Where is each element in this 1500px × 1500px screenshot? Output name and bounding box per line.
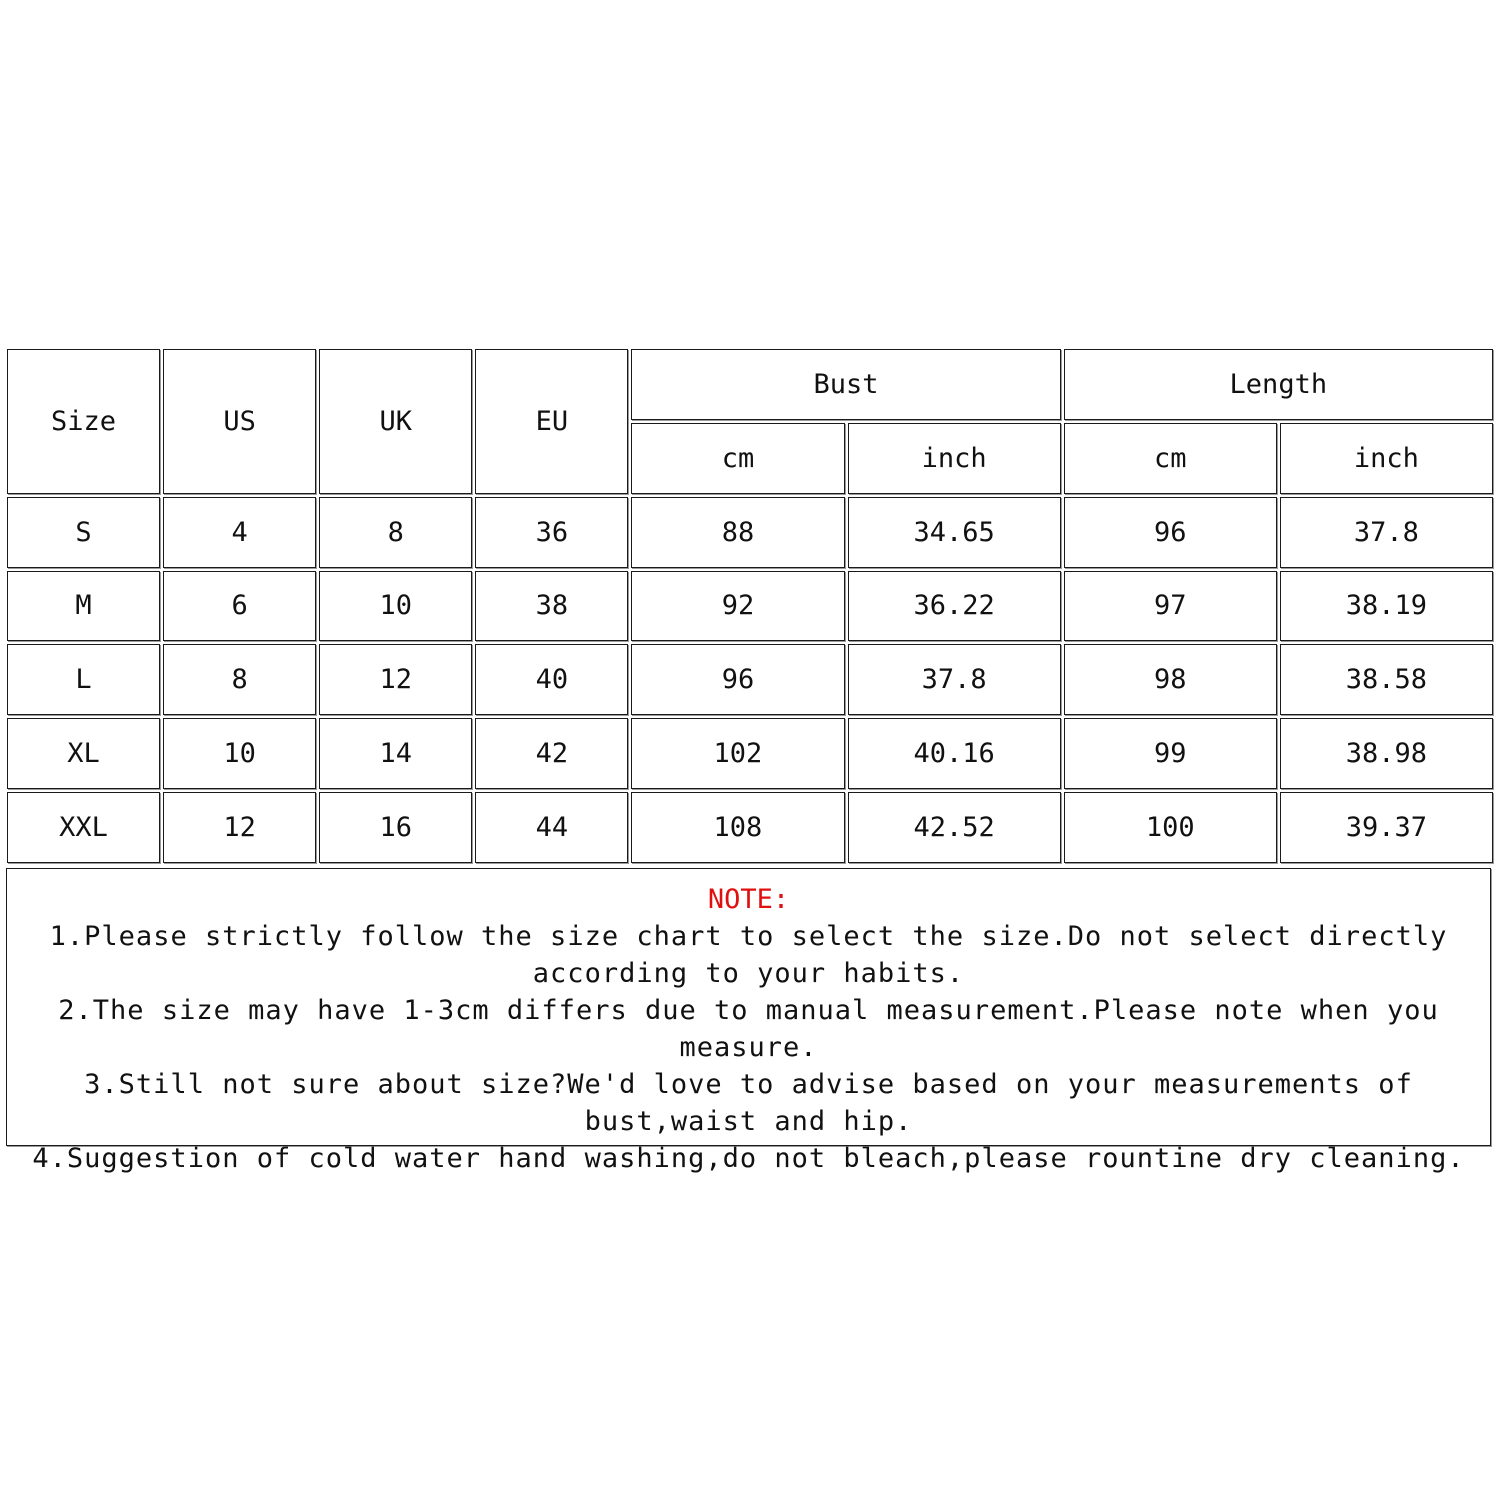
- cell-length-inch: 38.58: [1280, 644, 1493, 715]
- cell-length-cm: 99: [1064, 718, 1277, 789]
- cell-size: L: [7, 644, 160, 715]
- table-row: [7, 644, 1493, 715]
- cell-eu: 38: [475, 571, 628, 642]
- cell-eu: 42: [475, 718, 628, 789]
- note-line-2: 2.The size may have 1-3cm differs due to manual measurement.Please note when you measure.: [58, 995, 1439, 1063]
- note-title: NOTE:: [707, 884, 790, 915]
- cell-bust-inch: 36.22: [848, 571, 1061, 642]
- cell-uk: 10: [319, 571, 472, 642]
- header-bust-cm: cm: [631, 423, 844, 494]
- note-line-4: 4.Suggestion of cold water hand washing,do not bleach,please rountine dry cleaning.: [32, 1143, 1465, 1174]
- cell-length-cm: 97: [1064, 571, 1277, 642]
- header-eu: EU: [475, 349, 628, 494]
- cell-size: S: [7, 497, 160, 568]
- size-table: [4, 346, 1496, 866]
- note-line-1: 1.Please strictly follow the size chart to select the size.Do not select directly according to your habits.: [49, 921, 1448, 989]
- cell-size: XL: [7, 718, 160, 789]
- cell-uk: 14: [319, 718, 472, 789]
- header-row-top: [7, 349, 1493, 420]
- header-bust-inch: inch: [848, 423, 1061, 494]
- cell-us: 12: [163, 792, 316, 863]
- cell-length-inch: 38.98: [1280, 718, 1493, 789]
- cell-bust-cm: 102: [631, 718, 844, 789]
- cell-us: 10: [163, 718, 316, 789]
- header-size: Size: [7, 349, 160, 494]
- cell-bust-inch: 42.52: [848, 792, 1061, 863]
- header-length-inch: inch: [1280, 423, 1493, 494]
- note-box: [6, 868, 1491, 1174]
- cell-bust-inch: 40.16: [848, 718, 1061, 789]
- cell-length-cm: 100: [1064, 792, 1277, 863]
- cell-bust-cm: 88: [631, 497, 844, 568]
- cell-uk: 8: [319, 497, 472, 568]
- cell-us: 8: [163, 644, 316, 715]
- header-length-cm: cm: [1064, 423, 1277, 494]
- header-bust: Bust: [631, 349, 1060, 420]
- cell-length-inch: 38.19: [1280, 571, 1493, 642]
- note-line-3: 3.Still not sure about size?We'd love to advise based on your measurements of bust,waist and hip.: [84, 1069, 1413, 1137]
- table-row: [7, 497, 1493, 568]
- cell-us: 4: [163, 497, 316, 568]
- cell-size: M: [7, 571, 160, 642]
- cell-eu: 44: [475, 792, 628, 863]
- cell-bust-inch: 34.65: [848, 497, 1061, 568]
- cell-bust-cm: 92: [631, 571, 844, 642]
- table-row: [7, 571, 1493, 642]
- cell-bust-inch: 37.8: [848, 644, 1061, 715]
- cell-eu: 40: [475, 644, 628, 715]
- cell-length-cm: 96: [1064, 497, 1277, 568]
- table-row: [7, 718, 1493, 789]
- cell-uk: 16: [319, 792, 472, 863]
- header-uk: UK: [319, 349, 472, 494]
- cell-length-inch: 37.8: [1280, 497, 1493, 568]
- cell-eu: 36: [475, 497, 628, 568]
- header-us: US: [163, 349, 316, 494]
- cell-bust-cm: 96: [631, 644, 844, 715]
- cell-length-cm: 98: [1064, 644, 1277, 715]
- cell-bust-cm: 108: [631, 792, 844, 863]
- cell-us: 6: [163, 571, 316, 642]
- table-row: [7, 792, 1493, 863]
- cell-size: XXL: [7, 792, 160, 863]
- header-length: Length: [1064, 349, 1493, 420]
- cell-length-inch: 39.37: [1280, 792, 1493, 863]
- size-chart: [4, 346, 1496, 1174]
- cell-uk: 12: [319, 644, 472, 715]
